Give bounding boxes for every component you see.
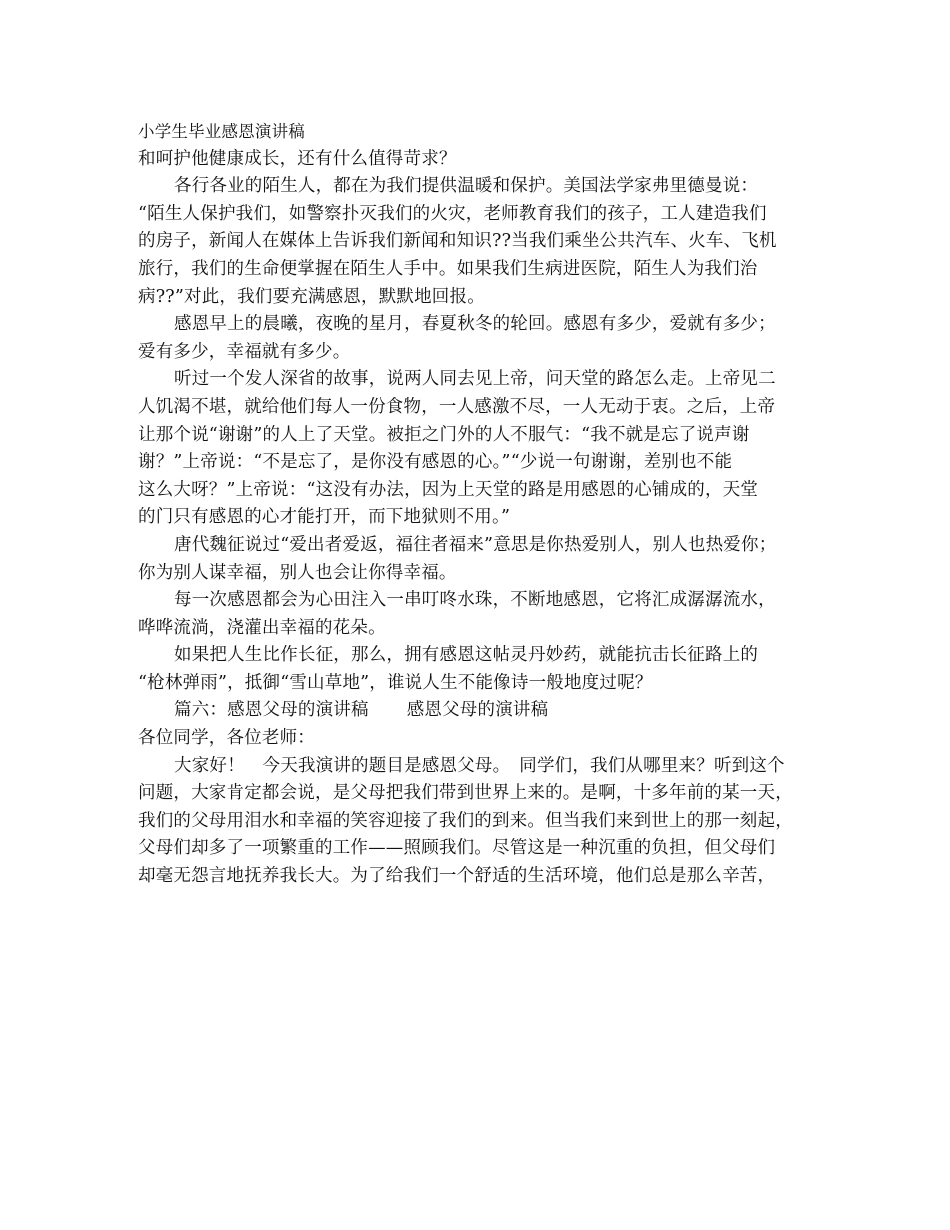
document-page [138,118,818,891]
text-line: 各行各业的陌生人，都在为我们提供温暖和保护。美国法学家弗里德曼说： [174,176,759,197]
text-line: 哗哗流淌，浇灌出幸福的花朵。 [138,617,386,638]
text-line: 谢？”上帝说：“不是忘了，是你没有感恩的心。”“少说一句谢谢，差别也不能 [138,452,733,473]
text-line: “陌生人保护我们，如警察扑灭我们的火灾，老师教育我们的孩子，工人建造我们 [138,203,767,224]
text-line: 大家好！ 今天我演讲的题目是感恩父母。 同学们，我们从哪里来？听到这个 [174,755,785,776]
text-line: 旅行，我们的生命便掌握在陌生人手中。如果我们生病进医院，陌生人为我们治 [138,258,758,279]
section-heading [138,697,818,725]
text-line: 问题，大家肯定都会说，是父母把我们带到世界上来的。是啊，十多年前的某一天， [138,783,793,804]
text-line: 这么大呀？”上帝说：“这没有办法，因为上天堂的路是用感恩的心铺成的，天堂 [138,479,759,500]
text-line: 听过一个发人深省的故事，说两人同去见上帝，问天堂的路怎么走。上帝见二 [174,369,776,390]
text-line: 每一次感恩都会为心田注入一串叮咚水珠，不断地感恩，它将汇成潺潺流水， [174,590,776,611]
text-line: 和呵护他健康成长，还有什么值得苛求？ [138,148,457,169]
text-line: 各位同学，各位老师： [138,728,315,749]
text-line: “枪林弹雨”，抵御“雪山草地”，谁说人生不能像诗一般地度过呢？ [138,672,653,693]
text-line: 父母们却多了一项繁重的工作——照顾我们。尽管这是一种沉重的负担，但父母们 [138,838,776,859]
text-line: 却毫无怨言地抚养我长大。为了给我们一个舒适的生活环境，他们总是那么辛苦， [138,866,776,887]
text-line: 病??”对此，我们要充满感恩，默默地回报。 [138,286,485,307]
text-line: 感恩早上的晨曦，夜晚的星月，春夏秋冬的轮回。感恩有多少，爱就有多少； [174,314,776,335]
text-line: 我们的父母用泪水和幸福的笑容迎接了我们的到来。但当我们来到世上的那一刻起， [138,810,793,831]
section-heading-left: 篇六：感恩父母的演讲稿 [174,700,369,721]
text-line: 你为别人谋幸福，别人也会让你得幸福。 [138,562,457,583]
body-text [138,146,818,698]
text-line: 如果把人生比作长征，那么，拥有感恩这帖灵丹妙药，就能抗击长征路上的 [174,645,759,666]
text-line: 让那个说“谢谢”的人上了天堂。被拒之门外的人不服气：“我不就是忘了说声谢 [138,424,750,445]
text-line: 唐代魏征说过“爱出者爱返，福往者福来”意思是你热爱别人，别人也热爱你； [174,534,777,555]
document-title: 小学生毕业感恩演讲稿 [138,122,305,141]
text-line: 的房子，新闻人在媒体上告诉我们新闻和知识??当我们乘坐公共汽车、火车、飞机 [138,231,777,252]
section-heading-right: 感恩父母的演讲稿 [406,700,549,721]
text-line: 人饥渴不堪，就给他们每人一份食物，一人感激不尽，一人无动于衷。之后，上帝 [138,396,776,417]
text-line: 爱有多少，幸福就有多少。 [138,341,351,362]
text-line: 的门只有感恩的心才能打开，而下地狱则不用。” [138,507,511,528]
body-text-2 [138,725,818,891]
